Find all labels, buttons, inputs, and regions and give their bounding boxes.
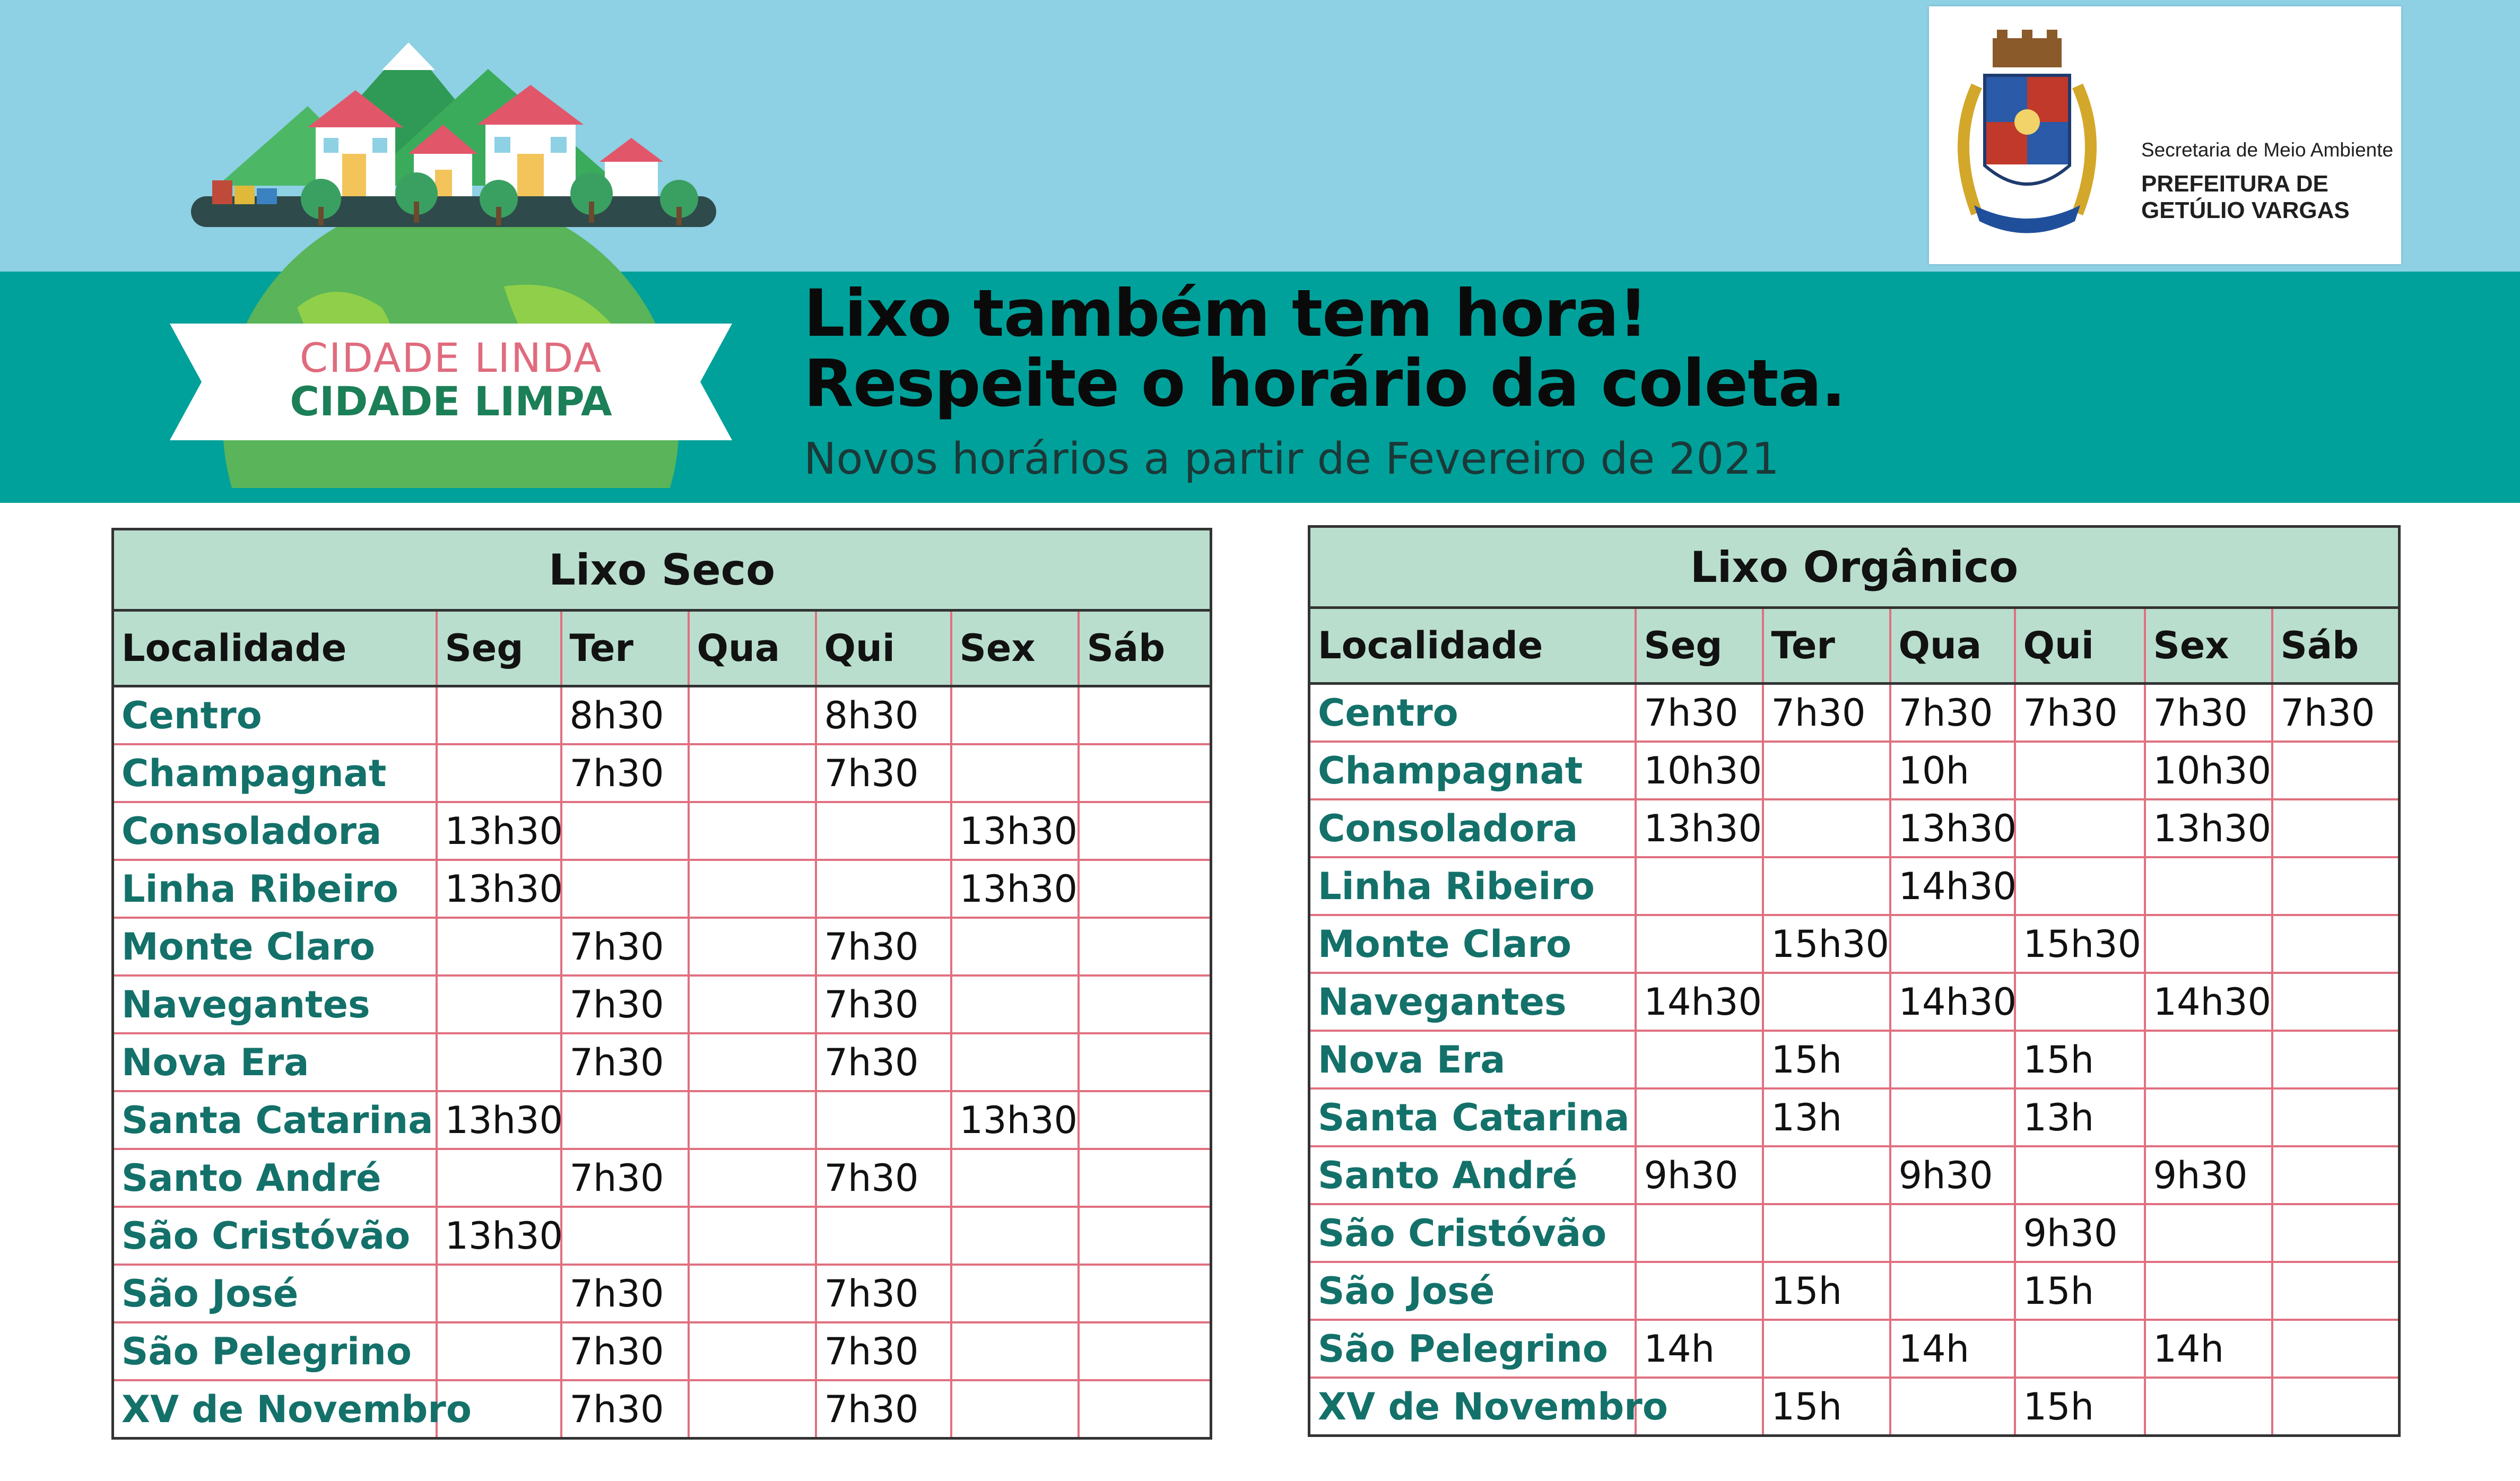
schedule-cell [1763, 857, 1890, 915]
schedule-cell: 15h [2015, 1031, 2145, 1088]
schedule-cell [2272, 915, 2400, 973]
location-name: Santo André [1309, 1146, 1636, 1204]
schedule-cell [561, 1207, 689, 1265]
schedule-cell: 7h30 [1636, 684, 1763, 742]
table-row [1309, 684, 2400, 742]
table-title: Lixo Seco [113, 529, 1211, 611]
column-header: Qui [2015, 608, 2145, 684]
schedule-cell: 7h30 [816, 1380, 951, 1439]
schedule-cell: 14h30 [1890, 857, 2015, 915]
column-header: Sáb [2272, 608, 2400, 684]
table-row [113, 1207, 1211, 1265]
schedule-cell: 15h30 [1763, 915, 1890, 973]
table-lixo-organico [1308, 525, 2401, 1437]
table-row [113, 1322, 1211, 1380]
schedule-cell [1079, 1265, 1211, 1322]
schedule-cell: 8h30 [816, 686, 951, 745]
schedule-cell [1763, 1146, 1890, 1204]
column-header: Ter [561, 611, 689, 686]
schedule-cell: 7h30 [816, 1149, 951, 1207]
schedule-cell [951, 1033, 1079, 1091]
schedule-cell [2272, 857, 2400, 915]
column-header: Sex [951, 611, 1079, 686]
schedule-cell [437, 1149, 561, 1207]
schedule-cell [2272, 799, 2400, 857]
schedule-cell [689, 686, 816, 745]
schedule-cell: 13h30 [437, 802, 561, 860]
schedule-cell [951, 686, 1079, 745]
schedule-cell [689, 918, 816, 975]
location-name: Consoladora [1309, 799, 1636, 857]
schedule-cell: 7h30 [561, 1322, 689, 1380]
schedule-cell [1763, 973, 1890, 1031]
schedule-cell: 13h [1763, 1088, 1890, 1146]
schedule-cell [437, 744, 561, 802]
location-name: Navegantes [113, 975, 437, 1033]
schedule-cell: 7h30 [2272, 684, 2400, 742]
table-row [1309, 1204, 2400, 1262]
schedule-cell: 13h30 [951, 860, 1079, 918]
column-header: Localidade [113, 611, 437, 686]
schedule-cell [951, 1322, 1079, 1380]
schedule-cell: 13h30 [437, 860, 561, 918]
schedule-cell: 7h30 [816, 1033, 951, 1091]
schedule-cell [689, 975, 816, 1033]
schedule-cell [816, 1207, 951, 1265]
schedule-cell [1890, 1031, 2015, 1088]
location-name: Nova Era [113, 1033, 437, 1091]
table-row [113, 1149, 1211, 1207]
location-name: Consoladora [113, 802, 437, 860]
schedule-cell [1079, 1380, 1211, 1439]
schedule-cell [561, 1091, 689, 1149]
column-header: Sáb [1079, 611, 1211, 686]
schedule-cell: 13h30 [437, 1091, 561, 1149]
location-name: Champagnat [1309, 742, 1636, 799]
schedule-cell: 7h30 [816, 744, 951, 802]
column-header: Qui [816, 611, 951, 686]
schedule-cell [1636, 1262, 1763, 1320]
schedule-cell: 8h30 [561, 686, 689, 745]
location-name: Linha Ribeiro [113, 860, 437, 918]
schedule-cell [951, 1380, 1079, 1439]
schedule-cell [816, 1091, 951, 1149]
schedule-cell [1079, 1033, 1211, 1091]
schedule-cell: 7h30 [816, 1322, 951, 1380]
column-header: Qua [1890, 608, 2015, 684]
schedule-cell [2272, 1204, 2400, 1262]
schedule-cell [2272, 742, 2400, 799]
location-name: Nova Era [1309, 1031, 1636, 1088]
schedule-cell: 14h30 [1636, 973, 1763, 1031]
logo-city: GETÚLIO VARGAS [2141, 197, 2350, 223]
schedule-cell [437, 918, 561, 975]
schedule-cell: 7h30 [561, 975, 689, 1033]
table-header-row [113, 611, 1211, 686]
schedule-cell [561, 802, 689, 860]
column-header: Localidade [1309, 608, 1636, 684]
schedule-cell: 7h30 [561, 1265, 689, 1322]
schedule-cell: 13h30 [1636, 799, 1763, 857]
schedule-cell: 13h [2015, 1088, 2145, 1146]
schedule-cell [2145, 1031, 2272, 1088]
campaign-line2: CIDADE LIMPA [290, 378, 612, 425]
schedule-cell [2272, 1146, 2400, 1204]
table-row [1309, 857, 2400, 915]
schedule-cell: 10h [1890, 742, 2015, 799]
schedule-cell [2145, 1378, 2272, 1436]
location-name: Santo André [113, 1149, 437, 1207]
headline-subtitle: Novos horários a partir de Fevereiro de 2021 [804, 434, 1779, 484]
table-row [113, 802, 1211, 860]
schedule-cell [1636, 1204, 1763, 1262]
schedule-cell: 13h30 [2145, 799, 2272, 857]
schedule-cell: 7h30 [2015, 684, 2145, 742]
schedule-cell [816, 802, 951, 860]
location-name: Linha Ribeiro [1309, 857, 1636, 915]
schedule-cell: 14h [1890, 1320, 2015, 1378]
table-row [1309, 915, 2400, 973]
table-row [1309, 742, 2400, 799]
schedule-cell [689, 1091, 816, 1149]
table-row [1309, 799, 2400, 857]
schedule-cell [951, 1149, 1079, 1207]
schedule-cell: 7h30 [561, 1149, 689, 1207]
location-name: São José [1309, 1262, 1636, 1320]
schedule-cell [1890, 1088, 2015, 1146]
table-row [113, 686, 1211, 745]
schedule-cell: 7h30 [2145, 684, 2272, 742]
schedule-cell [1890, 1204, 2015, 1262]
schedule-cell [689, 1380, 816, 1439]
schedule-cell: 7h30 [816, 1265, 951, 1322]
location-name: São Cristóvão [1309, 1204, 1636, 1262]
schedule-cell [1079, 860, 1211, 918]
coat-of-arms-icon [1945, 22, 2109, 250]
schedule-cell [1890, 1378, 2015, 1436]
location-name: Santa Catarina [113, 1091, 437, 1149]
schedule-cell [1763, 799, 1890, 857]
schedule-cell: 9h30 [2015, 1204, 2145, 1262]
logo-prefeitura: PREFEITURA DE [2141, 171, 2328, 197]
schedule-cell [2272, 1378, 2400, 1436]
headline-line2: Respeite o horário da coleta. [804, 346, 1846, 421]
schedule-cell [1763, 1320, 1890, 1378]
table-row [113, 1091, 1211, 1149]
column-header: Seg [1636, 608, 1763, 684]
schedule-cell [2015, 857, 2145, 915]
schedule-cell [951, 918, 1079, 975]
headline-line1: Lixo também tem hora! [804, 276, 1648, 351]
schedule-cell [1763, 1204, 1890, 1262]
location-name: Santa Catarina [1309, 1088, 1636, 1146]
column-header: Ter [1763, 608, 1890, 684]
schedule-cell [2015, 1146, 2145, 1204]
schedule-cell [2015, 799, 2145, 857]
schedule-cell [689, 744, 816, 802]
schedule-cell: 7h30 [561, 744, 689, 802]
schedule-cell [816, 860, 951, 918]
schedule-cell [689, 1322, 816, 1380]
schedule-cell: 7h30 [561, 1380, 689, 1439]
schedule-cell: 15h [2015, 1262, 2145, 1320]
schedule-cell [689, 1033, 816, 1091]
schedule-cell [2272, 1088, 2400, 1146]
column-header: Sex [2145, 608, 2272, 684]
table-row [1309, 1320, 2400, 1378]
location-name: XV de Novembro [1318, 1384, 1668, 1428]
schedule-cell [1890, 1262, 2015, 1320]
schedule-cell [1636, 1088, 1763, 1146]
schedule-cell [689, 1149, 816, 1207]
schedule-cell [1079, 1091, 1211, 1149]
schedule-cell [2145, 857, 2272, 915]
table-row [1309, 1088, 2400, 1146]
schedule-cell [1079, 1149, 1211, 1207]
schedule-cell [1636, 915, 1763, 973]
schedule-cell [2145, 1088, 2272, 1146]
schedule-cell [2145, 1262, 2272, 1320]
schedule-cell [2272, 1262, 2400, 1320]
location-name: São Pelegrino [113, 1322, 437, 1380]
schedule-cell [2145, 915, 2272, 973]
schedule-cell: 15h [1763, 1378, 1890, 1436]
schedule-cell: 13h30 [437, 1207, 561, 1265]
schedule-cell [951, 744, 1079, 802]
schedule-cell [2272, 973, 2400, 1031]
schedule-cell [689, 1265, 816, 1322]
table-row [1309, 1146, 2400, 1204]
location-name: São Cristóvão [113, 1207, 437, 1265]
schedule-cell: 14h30 [2145, 973, 2272, 1031]
schedule-cell: 7h30 [561, 918, 689, 975]
schedule-cell: 7h30 [1890, 684, 2015, 742]
schedule-cell [951, 975, 1079, 1033]
table-row [113, 1033, 1211, 1091]
schedule-cell: 13h30 [951, 1091, 1079, 1149]
prefeitura-logo [1929, 6, 2401, 264]
schedule-cell [2145, 1204, 2272, 1262]
location-name: XV de Novembro [121, 1387, 472, 1431]
table-header-row [1309, 608, 2400, 684]
schedule-cell: 15h30 [2015, 915, 2145, 973]
schedule-cell [1079, 975, 1211, 1033]
location-name: Champagnat [113, 744, 437, 802]
schedule-cell: 9h30 [1636, 1146, 1763, 1204]
schedule-cell: 10h30 [2145, 742, 2272, 799]
table-row [113, 1380, 1211, 1439]
schedule-cell [1079, 686, 1211, 745]
schedule-cell [689, 860, 816, 918]
schedule-cell: 7h30 [816, 975, 951, 1033]
schedule-cell: 14h [2145, 1320, 2272, 1378]
campaign-line1: CIDADE LINDA [299, 334, 603, 381]
schedule-cell [951, 1207, 1079, 1265]
schedule-cell [2272, 1031, 2400, 1088]
table-row [1309, 1031, 2400, 1088]
table-row [113, 918, 1211, 975]
location-name: Navegantes [1309, 973, 1636, 1031]
table-lixo-seco [111, 528, 1212, 1440]
schedule-cell [1079, 1207, 1211, 1265]
schedule-cell: 14h [1636, 1320, 1763, 1378]
schedule-cell [561, 860, 689, 918]
schedule-cell [2015, 742, 2145, 799]
schedule-cell [1763, 742, 1890, 799]
schedule-cell [1079, 744, 1211, 802]
table-row [113, 1265, 1211, 1322]
schedule-cell [437, 975, 561, 1033]
location-name: Centro [1309, 684, 1636, 742]
table-title: Lixo Orgânico [1309, 527, 2400, 608]
schedule-cell: 13h30 [1890, 799, 2015, 857]
schedule-cell [2015, 1320, 2145, 1378]
schedule-cell [689, 1207, 816, 1265]
schedule-cell: 15h [1763, 1031, 1890, 1088]
schedule-cell: 14h30 [1890, 973, 2015, 1031]
schedule-cell: 7h30 [816, 918, 951, 975]
table-row [113, 975, 1211, 1033]
top-banner [0, 0, 2520, 503]
schedule-cell [437, 686, 561, 745]
column-header: Qua [689, 611, 816, 686]
mountain-snow [382, 42, 435, 70]
schedule-cell [2272, 1320, 2400, 1378]
schedule-cell [1079, 918, 1211, 975]
schedule-cell: 7h30 [1763, 684, 1890, 742]
location-name: São José [113, 1265, 437, 1322]
schedule-cell [951, 1265, 1079, 1322]
schedule-cell: 9h30 [1890, 1146, 2015, 1204]
table-row [113, 860, 1211, 918]
schedule-cell [437, 1322, 561, 1380]
schedule-cell [1079, 1322, 1211, 1380]
schedule-cell: 10h30 [1636, 742, 1763, 799]
schedule-cell: 13h30 [951, 802, 1079, 860]
column-header: Seg [437, 611, 561, 686]
location-name: Monte Claro [1309, 915, 1636, 973]
schedule-cell [1079, 802, 1211, 860]
schedule-cell [1636, 1031, 1763, 1088]
schedule-cell [2015, 973, 2145, 1031]
schedule-cell [1890, 915, 2015, 973]
table-row [1309, 1378, 2400, 1436]
schedule-cell [437, 1265, 561, 1322]
location-name: Centro [113, 686, 437, 745]
schedule-cell: 9h30 [2145, 1146, 2272, 1204]
schedule-cell: 7h30 [561, 1033, 689, 1091]
schedule-cell [689, 802, 816, 860]
location-name: São Pelegrino [1309, 1320, 1636, 1378]
schedule-cell [1636, 857, 1763, 915]
location-name: Monte Claro [113, 918, 437, 975]
schedule-cell: 15h [1763, 1262, 1890, 1320]
table-row [1309, 973, 2400, 1031]
schedule-cell [437, 1033, 561, 1091]
table-row [113, 744, 1211, 802]
logo-secretaria: Secretaria de Meio Ambiente [2141, 139, 2394, 161]
table-row [1309, 1262, 2400, 1320]
schedule-cell: 15h [2015, 1378, 2145, 1436]
